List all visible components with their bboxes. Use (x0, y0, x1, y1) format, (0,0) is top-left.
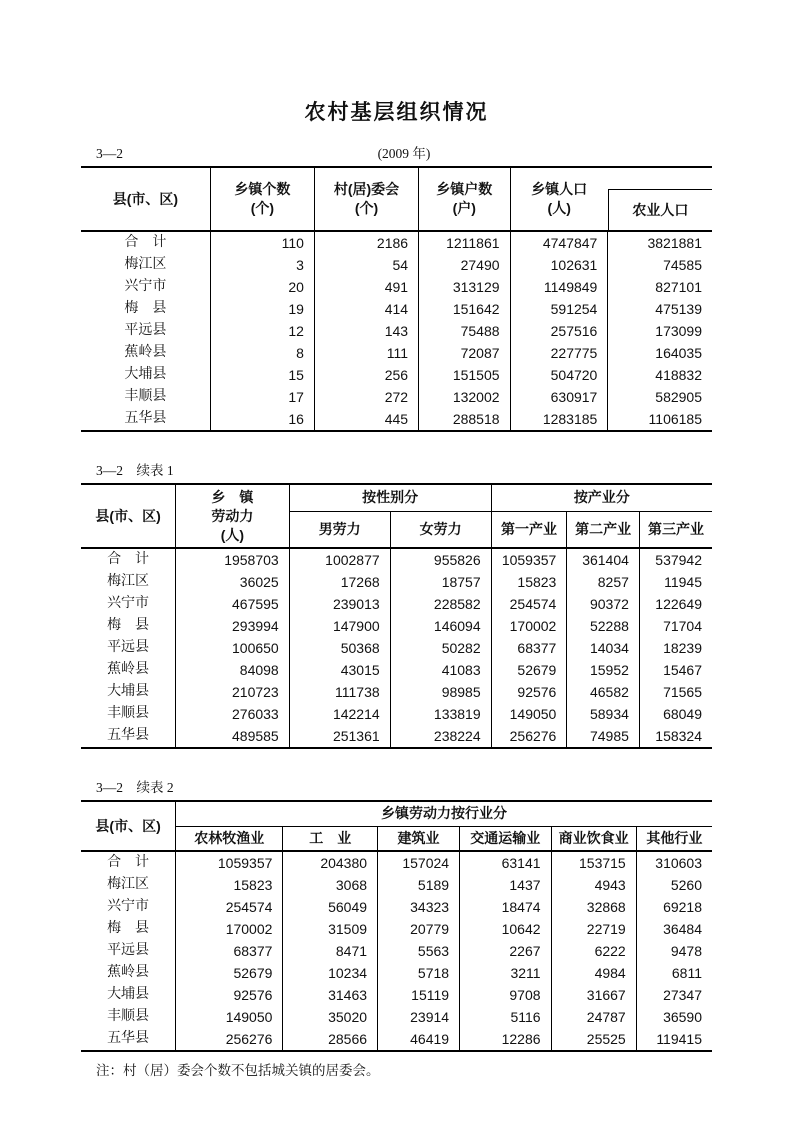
data-cell: 1059357 (176, 851, 283, 874)
data-cell: 98985 (390, 681, 491, 703)
table-row (81, 615, 712, 637)
row-label: 蕉岭县 (107, 662, 150, 677)
table3-header-row2 (81, 826, 712, 851)
data-cell: 210723 (176, 681, 290, 703)
data-cell: 69218 (636, 896, 712, 918)
data-cell: 17 (210, 386, 314, 408)
data-cell: 142214 (289, 703, 390, 725)
table-row (81, 571, 712, 593)
table3-header-construction: 建筑业 (378, 826, 460, 851)
data-cell: 256 (314, 364, 418, 386)
data-cell: 827101 (608, 276, 712, 298)
row-label: 平远县 (124, 323, 167, 338)
data-cell: 52679 (491, 659, 567, 681)
row-label: 合 计 (107, 552, 150, 567)
data-cell: 293994 (176, 615, 290, 637)
data-cell: 239013 (289, 593, 390, 615)
table-row (81, 1006, 712, 1028)
data-cell: 111738 (289, 681, 390, 703)
table-row (81, 548, 712, 571)
data-cell: 157024 (378, 851, 460, 874)
data-cell: 3 (210, 254, 314, 276)
data-cell: 20 (210, 276, 314, 298)
data-cell: 254574 (491, 593, 567, 615)
row-label: 丰顺县 (107, 1009, 150, 1024)
table-row (81, 1028, 712, 1051)
data-cell: 133819 (390, 703, 491, 725)
data-cell: 272 (314, 386, 418, 408)
table3-header-transport: 交通运输业 (460, 826, 551, 851)
row-label: 兴宁市 (107, 899, 150, 914)
row-label: 梅 县 (107, 921, 150, 936)
table3-header-region: 县(市、区) (81, 801, 176, 851)
data-cell: 153715 (551, 851, 636, 874)
data-cell: 10642 (460, 918, 551, 940)
table-row (81, 851, 712, 874)
data-cell: 537942 (639, 548, 712, 571)
data-cell: 1283185 (510, 408, 608, 431)
data-cell: 257516 (510, 320, 608, 342)
data-cell: 24787 (551, 1006, 636, 1028)
data-cell: 14034 (567, 637, 640, 659)
page-title: 农村基层组织情况 (304, 101, 489, 124)
data-cell: 19 (210, 298, 314, 320)
data-cell: 955826 (390, 548, 491, 571)
data-cell: 35020 (283, 1006, 378, 1028)
table-row (81, 320, 712, 342)
data-cell: 630917 (510, 386, 608, 408)
table1-header-households: 乡镇户数 (户) (419, 167, 510, 231)
table2-header-tertiary: 第三产业 (639, 511, 712, 548)
data-cell: 68377 (491, 637, 567, 659)
data-cell: 467595 (176, 593, 290, 615)
table2-body (81, 548, 712, 748)
data-cell: 74985 (567, 725, 640, 748)
table3-caption (81, 776, 712, 800)
data-cell: 54 (314, 254, 418, 276)
table1-number: 3—2 (96, 146, 123, 161)
data-cell: 1211861 (419, 231, 510, 254)
row-label: 大埔县 (107, 684, 150, 699)
table-row (81, 298, 712, 320)
data-cell: 17268 (289, 571, 390, 593)
data-cell: 147900 (289, 615, 390, 637)
table-row (81, 659, 712, 681)
table-row (81, 962, 712, 984)
data-cell: 149050 (176, 1006, 283, 1028)
data-cell: 489585 (176, 725, 290, 748)
table2-header-secondary: 第二产业 (567, 511, 640, 548)
data-cell: 90372 (567, 593, 640, 615)
data-cell: 74585 (608, 254, 712, 276)
row-label: 合 计 (107, 855, 150, 870)
data-cell: 15119 (378, 984, 460, 1006)
data-cell: 20779 (378, 918, 460, 940)
data-cell: 15823 (176, 874, 283, 896)
data-cell: 491 (314, 276, 418, 298)
table2-header-row1 (81, 484, 712, 511)
data-cell: 149050 (491, 703, 567, 725)
table-row (81, 918, 712, 940)
row-label: 五华县 (107, 728, 150, 743)
table-row (81, 231, 712, 254)
agri-population-box: 农业人口 (608, 189, 712, 230)
data-cell: 31509 (283, 918, 378, 940)
table2-header-primary: 第一产业 (491, 511, 567, 548)
data-cell: 122649 (639, 593, 712, 615)
data-cell: 34323 (378, 896, 460, 918)
data-cell: 68049 (639, 703, 712, 725)
row-label: 梅 县 (107, 618, 150, 633)
data-cell: 27347 (636, 984, 712, 1006)
table2-header-region: 县(市、区) (81, 484, 176, 548)
data-cell: 151642 (419, 298, 510, 320)
data-cell: 50368 (289, 637, 390, 659)
data-cell: 204380 (283, 851, 378, 874)
data-cell: 170002 (491, 615, 567, 637)
data-cell: 68377 (176, 940, 283, 962)
data-cell: 15952 (567, 659, 640, 681)
data-cell: 36025 (176, 571, 290, 593)
table-row (81, 725, 712, 748)
table2-number: 3—2 续表 1 (96, 463, 174, 478)
table3-header-industry: 工 业 (283, 826, 378, 851)
data-cell: 418832 (608, 364, 712, 386)
table1-body (81, 231, 712, 431)
data-cell: 31667 (551, 984, 636, 1006)
table1-caption (81, 142, 712, 166)
table-row (81, 681, 712, 703)
table-row (81, 276, 712, 298)
data-cell: 5260 (636, 874, 712, 896)
table-row (81, 386, 712, 408)
data-cell: 4943 (551, 874, 636, 896)
data-cell: 3821881 (608, 231, 712, 254)
data-cell: 46419 (378, 1028, 460, 1051)
data-cell: 1059357 (491, 548, 567, 571)
data-cell: 41083 (390, 659, 491, 681)
data-cell: 36590 (636, 1006, 712, 1028)
data-cell: 9478 (636, 940, 712, 962)
data-cell: 313129 (419, 276, 510, 298)
table3-header-commerce: 商业饮食业 (551, 826, 636, 851)
table1-header-population: 乡镇人口 (人) (510, 167, 608, 231)
table2-caption (81, 459, 712, 483)
data-cell: 227775 (510, 342, 608, 364)
table3-body (81, 851, 712, 1051)
data-cell: 158324 (639, 725, 712, 748)
footnote: 注：村（居）委会个数不包括城关镇的居委会。 (96, 1063, 380, 1078)
data-cell: 1437 (460, 874, 551, 896)
data-cell: 32868 (551, 896, 636, 918)
row-label: 五华县 (124, 411, 167, 426)
data-cell: 84098 (176, 659, 290, 681)
data-cell: 414 (314, 298, 418, 320)
table-row (81, 637, 712, 659)
data-cell: 310603 (636, 851, 712, 874)
data-cell: 15823 (491, 571, 567, 593)
table2-header-female: 女劳力 (390, 511, 491, 548)
table-row (81, 940, 712, 962)
data-cell: 256276 (491, 725, 567, 748)
data-cell: 31463 (283, 984, 378, 1006)
data-cell: 22719 (551, 918, 636, 940)
data-cell: 256276 (176, 1028, 283, 1051)
data-cell: 288518 (419, 408, 510, 431)
data-cell: 146094 (390, 615, 491, 637)
data-cell: 1958703 (176, 548, 290, 571)
data-cell: 251361 (289, 725, 390, 748)
data-cell: 4747847 (510, 231, 608, 254)
table-row (81, 593, 712, 615)
data-cell: 1106185 (608, 408, 712, 431)
data-cell: 110 (210, 231, 314, 254)
row-label: 蕉岭县 (124, 345, 167, 360)
data-cell: 75488 (419, 320, 510, 342)
row-label: 蕉岭县 (107, 965, 150, 980)
data-cell: 102631 (510, 254, 608, 276)
data-cell: 11945 (639, 571, 712, 593)
data-cell: 15 (210, 364, 314, 386)
row-label: 丰顺县 (124, 389, 167, 404)
table1-header-committees: 村(居)委会 (个) (314, 167, 418, 231)
table2-header-by-gender: 按性别分 (289, 484, 491, 511)
table-row (81, 984, 712, 1006)
row-label: 合 计 (124, 235, 167, 250)
data-cell: 3211 (460, 962, 551, 984)
data-cell: 36484 (636, 918, 712, 940)
data-cell: 2267 (460, 940, 551, 962)
table1-header-agri-population (608, 167, 712, 231)
row-label: 丰顺县 (107, 706, 150, 721)
row-label: 梅江区 (107, 877, 150, 892)
data-cell: 228582 (390, 593, 491, 615)
data-cell: 92576 (491, 681, 567, 703)
data-cell: 16 (210, 408, 314, 431)
row-label: 兴宁市 (107, 596, 150, 611)
data-cell: 5718 (378, 962, 460, 984)
row-label: 平远县 (107, 943, 150, 958)
data-cell: 43015 (289, 659, 390, 681)
row-label: 大埔县 (124, 367, 167, 382)
table3-header-span: 乡镇劳动力按行业分 (176, 801, 712, 826)
data-cell: 2186 (314, 231, 418, 254)
data-cell: 254574 (176, 896, 283, 918)
table-row (81, 364, 712, 386)
data-cell: 475139 (608, 298, 712, 320)
data-cell: 143 (314, 320, 418, 342)
data-cell: 46582 (567, 681, 640, 703)
row-label: 五华县 (107, 1031, 150, 1046)
data-cell: 12286 (460, 1028, 551, 1051)
data-cell: 361404 (567, 548, 640, 571)
data-cell: 12 (210, 320, 314, 342)
table-row (81, 703, 712, 725)
table3-header-row1 (81, 801, 712, 826)
data-cell: 164035 (608, 342, 712, 364)
data-cell: 1002877 (289, 548, 390, 571)
data-cell: 8 (210, 342, 314, 364)
table1-header-region: 县(市、区) (81, 167, 210, 231)
table-row (81, 254, 712, 276)
table1-year: (2009 年) (377, 146, 431, 161)
data-cell: 1149849 (510, 276, 608, 298)
data-cell: 72087 (419, 342, 510, 364)
data-cell: 58934 (567, 703, 640, 725)
data-cell: 591254 (510, 298, 608, 320)
data-cell: 504720 (510, 364, 608, 386)
table3-header-other: 其他行业 (636, 826, 712, 851)
table3-number: 3—2 续表 2 (96, 780, 174, 795)
table2-header-by-industry: 按产业分 (491, 484, 712, 511)
data-cell: 27490 (419, 254, 510, 276)
row-label: 梅江区 (124, 257, 167, 272)
data-cell: 445 (314, 408, 418, 431)
table-row (81, 874, 712, 896)
data-cell: 56049 (283, 896, 378, 918)
data-cell: 50282 (390, 637, 491, 659)
data-cell: 4984 (551, 962, 636, 984)
table2-header-male: 男劳力 (289, 511, 390, 548)
data-cell: 3068 (283, 874, 378, 896)
data-cell: 151505 (419, 364, 510, 386)
data-cell: 582905 (608, 386, 712, 408)
data-cell: 18757 (390, 571, 491, 593)
data-cell: 6811 (636, 962, 712, 984)
data-cell: 8471 (283, 940, 378, 962)
data-cell: 5563 (378, 940, 460, 962)
data-cell: 18474 (460, 896, 551, 918)
data-cell: 173099 (608, 320, 712, 342)
table1-header-town-count: 乡镇个数 (个) (210, 167, 314, 231)
table-labor-by-gender-industry (81, 483, 712, 749)
data-cell: 238224 (390, 725, 491, 748)
table1-header-row (81, 167, 712, 231)
data-cell: 71704 (639, 615, 712, 637)
data-cell: 170002 (176, 918, 283, 940)
table-row (81, 342, 712, 364)
row-label: 平远县 (107, 640, 150, 655)
row-label: 大埔县 (107, 987, 150, 1002)
table-labor-by-sector (81, 800, 712, 1052)
data-cell: 8257 (567, 571, 640, 593)
data-cell: 63141 (460, 851, 551, 874)
data-cell: 71565 (639, 681, 712, 703)
data-cell: 15467 (639, 659, 712, 681)
data-cell: 25525 (551, 1028, 636, 1051)
table-rural-organizations (81, 166, 712, 432)
data-cell: 276033 (176, 703, 290, 725)
data-cell: 52288 (567, 615, 640, 637)
data-cell: 132002 (419, 386, 510, 408)
data-cell: 23914 (378, 1006, 460, 1028)
table-row (81, 896, 712, 918)
data-cell: 5189 (378, 874, 460, 896)
data-cell: 119415 (636, 1028, 712, 1051)
table2-header-labor: 乡 镇 劳动力 (人) (176, 484, 290, 548)
data-cell: 18239 (639, 637, 712, 659)
data-cell: 10234 (283, 962, 378, 984)
data-cell: 100650 (176, 637, 290, 659)
table3-header-agriculture: 农林牧渔业 (176, 826, 283, 851)
table-row (81, 408, 712, 431)
data-cell: 111 (314, 342, 418, 364)
row-label: 梅 县 (124, 301, 167, 316)
data-cell: 52679 (176, 962, 283, 984)
data-cell: 6222 (551, 940, 636, 962)
data-cell: 28566 (283, 1028, 378, 1051)
row-label: 兴宁市 (124, 279, 167, 294)
row-label: 梅江区 (107, 574, 150, 589)
data-cell: 5116 (460, 1006, 551, 1028)
data-cell: 92576 (176, 984, 283, 1006)
data-cell: 9708 (460, 984, 551, 1006)
